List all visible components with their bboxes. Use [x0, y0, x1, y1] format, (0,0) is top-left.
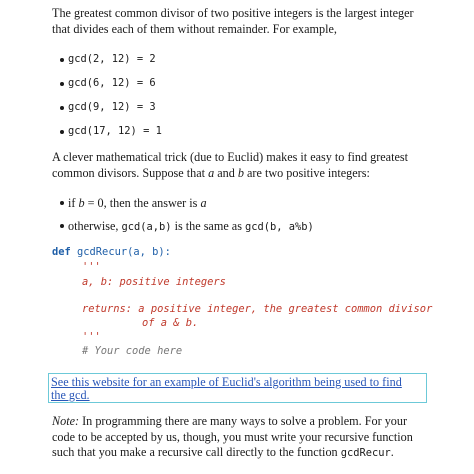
docstring-open: ''': [82, 261, 101, 273]
euclid-paragraph: A clever mathematical trick (due to Euclid) makes it easy to find greatest common divisors. Suppose that a and b are two positive integers:: [52, 150, 409, 180]
code-comment: # Your code here: [82, 345, 183, 357]
intro-line-1: The greatest common divisor of two positive integers is the largest integer: [52, 6, 414, 20]
docstring-close: ''': [82, 331, 101, 343]
list-item: if b = 0, then the answer is a: [68, 196, 207, 210]
docstring-args: a, b: positive integers: [82, 276, 226, 288]
intro-paragraph: [52, 6, 414, 37]
docstring-returns: returns: a positive integer, the greatest common divisor: [82, 303, 433, 315]
bullet-icon: [60, 201, 64, 205]
list-item: gcd(6, 12) = 6: [68, 77, 156, 91]
list-item: gcd(17, 12) = 1: [68, 125, 162, 139]
code-line-def: def gcdRecur(a, b):: [52, 246, 171, 258]
bullet-icon: [60, 82, 64, 86]
bullet-icon: [60, 106, 64, 110]
list-item: otherwise, gcd(a,b) is the same as gcd(b, a%b): [68, 219, 314, 233]
intro-line-2: that divides each of them without remainder. For example,: [52, 21, 337, 36]
note-paragraph: Note: In programming there are many ways to solve a problem. For your code to be accepted by us, though, you must write your recursive function such that you make a recursive call directly to the function gcdRecur.: [52, 414, 413, 459]
euclid-line-1: A clever mathematical trick (due to Euclid) makes it easy to find greatest: [52, 150, 409, 164]
list-item: gcd(9, 12) = 3: [68, 101, 156, 115]
bullet-icon: [60, 58, 64, 62]
bullet-icon: [60, 130, 64, 134]
list-item: gcd(2, 12) = 2: [68, 53, 156, 67]
euclid-link-box[interactable]: [48, 373, 427, 403]
note-label: Note:: [52, 414, 80, 428]
docstring-returns-cont: of a & b.: [142, 317, 199, 329]
bullet-icon: [60, 224, 64, 228]
euclid-website-link[interactable]: See this website for an example of Euclid's algorithm being used to find the gcd.: [51, 375, 402, 402]
